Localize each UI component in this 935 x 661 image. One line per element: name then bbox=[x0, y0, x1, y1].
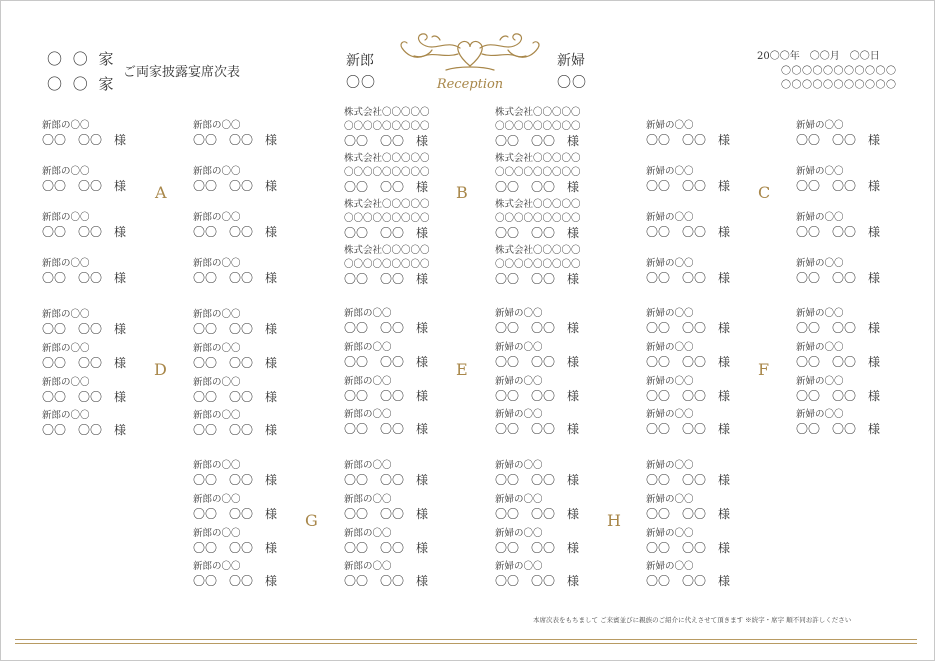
guest-name: 〇〇 〇〇 様 bbox=[42, 271, 127, 285]
guest-title: 新郎の〇〇 bbox=[193, 377, 241, 388]
guest-title: 株式会社〇〇〇〇〇 bbox=[344, 153, 430, 164]
guest-name: 〇〇 〇〇 様 bbox=[796, 355, 881, 369]
guest-title-2: 〇〇〇〇〇〇〇〇〇 bbox=[344, 167, 430, 178]
guest-title: 新婦の〇〇 bbox=[796, 166, 844, 177]
guest-name: 〇〇 〇〇 様 bbox=[495, 321, 580, 335]
guest-name: 〇〇 〇〇 様 bbox=[646, 541, 731, 555]
table-label-e: E bbox=[456, 360, 468, 379]
venue-line-1: 〇〇〇〇〇〇〇〇〇〇〇 bbox=[781, 66, 897, 77]
guest-name: 〇〇 〇〇 様 bbox=[796, 179, 881, 193]
guest-title: 新婦の〇〇 bbox=[495, 561, 543, 572]
guest-title: 新郎の〇〇 bbox=[193, 309, 241, 320]
guest-name: 〇〇 〇〇 様 bbox=[344, 272, 429, 286]
guest-name: 〇〇 〇〇 様 bbox=[646, 422, 731, 436]
guest-title: 株式会社〇〇〇〇〇 bbox=[495, 245, 581, 256]
guest-name: 〇〇 〇〇 様 bbox=[42, 179, 127, 193]
guest-title: 新郎の〇〇 bbox=[42, 410, 90, 421]
guest-title: 新婦の〇〇 bbox=[646, 528, 694, 539]
guest-name: 〇〇 〇〇 様 bbox=[495, 180, 580, 194]
guest-name: 〇〇 〇〇 様 bbox=[344, 134, 429, 148]
guest-name: 〇〇 〇〇 様 bbox=[193, 574, 278, 588]
guest-title: 新婦の〇〇 bbox=[646, 494, 694, 505]
guest-name: 〇〇 〇〇 様 bbox=[344, 574, 429, 588]
guest-title: 新郎の〇〇 bbox=[344, 460, 392, 471]
guest-title: 新郎の〇〇 bbox=[193, 120, 241, 131]
guest-title: 新婦の〇〇 bbox=[646, 166, 694, 177]
guest-title: 株式会社〇〇〇〇〇 bbox=[344, 245, 430, 256]
guest-title: 新郎の〇〇 bbox=[42, 377, 90, 388]
guest-title: 新婦の〇〇 bbox=[646, 308, 694, 319]
guest-name: 〇〇 〇〇 様 bbox=[646, 133, 731, 147]
guest-title: 新婦の〇〇 bbox=[646, 376, 694, 387]
reception-emblem-icon bbox=[388, 26, 552, 96]
guest-name: 〇〇 〇〇 様 bbox=[495, 473, 580, 487]
guest-title: 新郎の〇〇 bbox=[344, 342, 392, 353]
table-label-c: C bbox=[758, 183, 771, 202]
emblem-text: Reception bbox=[436, 77, 504, 92]
guest-name: 〇〇 〇〇 様 bbox=[42, 356, 127, 370]
guest-title: 新郎の〇〇 bbox=[193, 166, 241, 177]
guest-name: 〇〇 〇〇 様 bbox=[495, 574, 580, 588]
guest-title: 新婦の〇〇 bbox=[646, 258, 694, 269]
table-label-b: B bbox=[456, 183, 468, 202]
guest-name: 〇〇 〇〇 様 bbox=[646, 473, 731, 487]
guest-title-2: 〇〇〇〇〇〇〇〇〇 bbox=[495, 259, 581, 270]
bride-name: 〇〇 bbox=[557, 75, 587, 91]
groom-family-name: 〇 〇 家 bbox=[47, 50, 117, 68]
table-label-f: F bbox=[758, 360, 770, 379]
guest-title: 株式会社〇〇〇〇〇 bbox=[495, 107, 581, 118]
guest-name: 〇〇 〇〇 様 bbox=[796, 271, 881, 285]
guest-name: 〇〇 〇〇 様 bbox=[344, 507, 429, 521]
guest-title-2: 〇〇〇〇〇〇〇〇〇 bbox=[495, 167, 581, 178]
guest-name: 〇〇 〇〇 様 bbox=[193, 133, 278, 147]
document-title: ご両家披露宴席次表 bbox=[123, 65, 241, 80]
guest-title: 新郎の〇〇 bbox=[193, 258, 241, 269]
guest-name: 〇〇 〇〇 様 bbox=[42, 390, 127, 404]
guest-name: 〇〇 〇〇 様 bbox=[344, 389, 429, 403]
guest-title: 新婦の〇〇 bbox=[495, 308, 543, 319]
guest-title: 新婦の〇〇 bbox=[796, 308, 844, 319]
guest-title: 新婦の〇〇 bbox=[796, 120, 844, 131]
guest-title-2: 〇〇〇〇〇〇〇〇〇 bbox=[495, 213, 581, 224]
guest-name: 〇〇 〇〇 様 bbox=[344, 473, 429, 487]
guest-title: 新郎の〇〇 bbox=[344, 561, 392, 572]
guest-name: 〇〇 〇〇 様 bbox=[344, 226, 429, 240]
guest-title: 新婦の〇〇 bbox=[646, 561, 694, 572]
groom-name: 〇〇 bbox=[346, 75, 376, 91]
guest-name: 〇〇 〇〇 様 bbox=[344, 355, 429, 369]
guest-title-2: 〇〇〇〇〇〇〇〇〇 bbox=[344, 213, 430, 224]
guest-title: 新郎の〇〇 bbox=[193, 212, 241, 223]
guest-title: 新婦の〇〇 bbox=[495, 409, 543, 420]
guest-name: 〇〇 〇〇 様 bbox=[646, 574, 731, 588]
guest-title: 新婦の〇〇 bbox=[646, 409, 694, 420]
guest-name: 〇〇 〇〇 様 bbox=[796, 225, 881, 239]
guest-title: 新婦の〇〇 bbox=[495, 494, 543, 505]
table-label-d: D bbox=[154, 360, 167, 379]
table-label-h: H bbox=[607, 511, 621, 530]
guest-name: 〇〇 〇〇 様 bbox=[796, 133, 881, 147]
guest-title: 新婦の〇〇 bbox=[796, 376, 844, 387]
guest-name: 〇〇 〇〇 様 bbox=[495, 507, 580, 521]
bride-family-name: 〇 〇 家 bbox=[47, 75, 117, 93]
guest-name: 〇〇 〇〇 様 bbox=[42, 423, 127, 437]
guest-name: 〇〇 〇〇 様 bbox=[796, 389, 881, 403]
guest-title: 新婦の〇〇 bbox=[646, 212, 694, 223]
guest-title-2: 〇〇〇〇〇〇〇〇〇 bbox=[495, 121, 581, 132]
guest-title: 株式会社〇〇〇〇〇 bbox=[344, 107, 430, 118]
event-date: 20〇〇年 〇〇月 〇〇日 bbox=[757, 51, 880, 62]
venue-line-2: 〇〇〇〇〇〇〇〇〇〇〇 bbox=[781, 80, 897, 91]
guest-name: 〇〇 〇〇 様 bbox=[193, 225, 278, 239]
guest-title: 新郎の〇〇 bbox=[344, 409, 392, 420]
guest-title: 新婦の〇〇 bbox=[796, 342, 844, 353]
guest-title: 新郎の〇〇 bbox=[344, 494, 392, 505]
guest-name: 〇〇 〇〇 様 bbox=[646, 507, 731, 521]
guest-title: 新郎の〇〇 bbox=[193, 494, 241, 505]
guest-title: 新郎の〇〇 bbox=[193, 460, 241, 471]
guest-name: 〇〇 〇〇 様 bbox=[193, 322, 278, 336]
guest-name: 〇〇 〇〇 様 bbox=[646, 179, 731, 193]
guest-title: 新郎の〇〇 bbox=[42, 166, 90, 177]
guest-name: 〇〇 〇〇 様 bbox=[193, 356, 278, 370]
guest-title: 新婦の〇〇 bbox=[796, 258, 844, 269]
guest-name: 〇〇 〇〇 様 bbox=[193, 507, 278, 521]
guest-title: 新婦の〇〇 bbox=[646, 120, 694, 131]
guest-title: 新婦の〇〇 bbox=[796, 212, 844, 223]
table-label-a: A bbox=[155, 183, 167, 202]
guest-title: 新婦の〇〇 bbox=[495, 342, 543, 353]
guest-name: 〇〇 〇〇 様 bbox=[495, 389, 580, 403]
guest-title: 株式会社〇〇〇〇〇 bbox=[495, 199, 581, 210]
guest-title: 新郎の〇〇 bbox=[42, 258, 90, 269]
guest-name: 〇〇 〇〇 様 bbox=[646, 225, 731, 239]
guest-name: 〇〇 〇〇 様 bbox=[193, 541, 278, 555]
guest-name: 〇〇 〇〇 様 bbox=[495, 272, 580, 286]
guest-name: 〇〇 〇〇 様 bbox=[42, 225, 127, 239]
guest-title: 株式会社〇〇〇〇〇 bbox=[344, 199, 430, 210]
guest-name: 〇〇 〇〇 様 bbox=[344, 180, 429, 194]
guest-name: 〇〇 〇〇 様 bbox=[193, 473, 278, 487]
guest-title: 新郎の〇〇 bbox=[193, 343, 241, 354]
bride-label: 新婦 bbox=[557, 53, 585, 69]
guest-title: 新婦の〇〇 bbox=[495, 376, 543, 387]
guest-title-2: 〇〇〇〇〇〇〇〇〇 bbox=[344, 259, 430, 270]
guest-name: 〇〇 〇〇 様 bbox=[193, 390, 278, 404]
guest-name: 〇〇 〇〇 様 bbox=[646, 321, 731, 335]
footer-rule-top bbox=[15, 639, 917, 640]
guest-name: 〇〇 〇〇 様 bbox=[344, 541, 429, 555]
guest-title: 新郎の〇〇 bbox=[42, 343, 90, 354]
guest-title: 新婦の〇〇 bbox=[796, 409, 844, 420]
footer-note: 本席次表をもちまして ご来賓並びに親族のご紹介に代えさせて頂きます ※続字・席字 順不同お許しください bbox=[533, 616, 852, 624]
guest-title: 新郎の〇〇 bbox=[193, 561, 241, 572]
guest-name: 〇〇 〇〇 様 bbox=[796, 321, 881, 335]
guest-name: 〇〇 〇〇 様 bbox=[193, 423, 278, 437]
guest-name: 〇〇 〇〇 様 bbox=[796, 422, 881, 436]
guest-title: 新婦の〇〇 bbox=[646, 342, 694, 353]
guest-title: 新郎の〇〇 bbox=[193, 528, 241, 539]
guest-name: 〇〇 〇〇 様 bbox=[646, 271, 731, 285]
guest-name: 〇〇 〇〇 様 bbox=[42, 322, 127, 336]
guest-name: 〇〇 〇〇 様 bbox=[495, 355, 580, 369]
guest-title: 新郎の〇〇 bbox=[344, 376, 392, 387]
guest-name: 〇〇 〇〇 様 bbox=[42, 133, 127, 147]
guest-name: 〇〇 〇〇 様 bbox=[646, 389, 731, 403]
guest-name: 〇〇 〇〇 様 bbox=[193, 179, 278, 193]
guest-name: 〇〇 〇〇 様 bbox=[344, 422, 429, 436]
guest-title: 新郎の〇〇 bbox=[344, 308, 392, 319]
table-label-g: G bbox=[305, 511, 318, 530]
guest-title: 新婦の〇〇 bbox=[495, 528, 543, 539]
footer-rule-bottom bbox=[15, 643, 917, 644]
guest-name: 〇〇 〇〇 様 bbox=[646, 355, 731, 369]
guest-title: 新郎の〇〇 bbox=[42, 309, 90, 320]
guest-title: 新婦の〇〇 bbox=[495, 460, 543, 471]
guest-name: 〇〇 〇〇 様 bbox=[495, 134, 580, 148]
groom-label: 新郎 bbox=[346, 53, 374, 69]
guest-title: 新郎の〇〇 bbox=[193, 410, 241, 421]
guest-name: 〇〇 〇〇 様 bbox=[495, 422, 580, 436]
guest-name: 〇〇 〇〇 様 bbox=[495, 226, 580, 240]
guest-name: 〇〇 〇〇 様 bbox=[193, 271, 278, 285]
guest-title: 株式会社〇〇〇〇〇 bbox=[495, 153, 581, 164]
guest-title: 新婦の〇〇 bbox=[646, 460, 694, 471]
guest-title-2: 〇〇〇〇〇〇〇〇〇 bbox=[344, 121, 430, 132]
guest-title: 新郎の〇〇 bbox=[344, 528, 392, 539]
guest-name: 〇〇 〇〇 様 bbox=[344, 321, 429, 335]
guest-name: 〇〇 〇〇 様 bbox=[495, 541, 580, 555]
guest-title: 新郎の〇〇 bbox=[42, 120, 90, 131]
guest-title: 新郎の〇〇 bbox=[42, 212, 90, 223]
